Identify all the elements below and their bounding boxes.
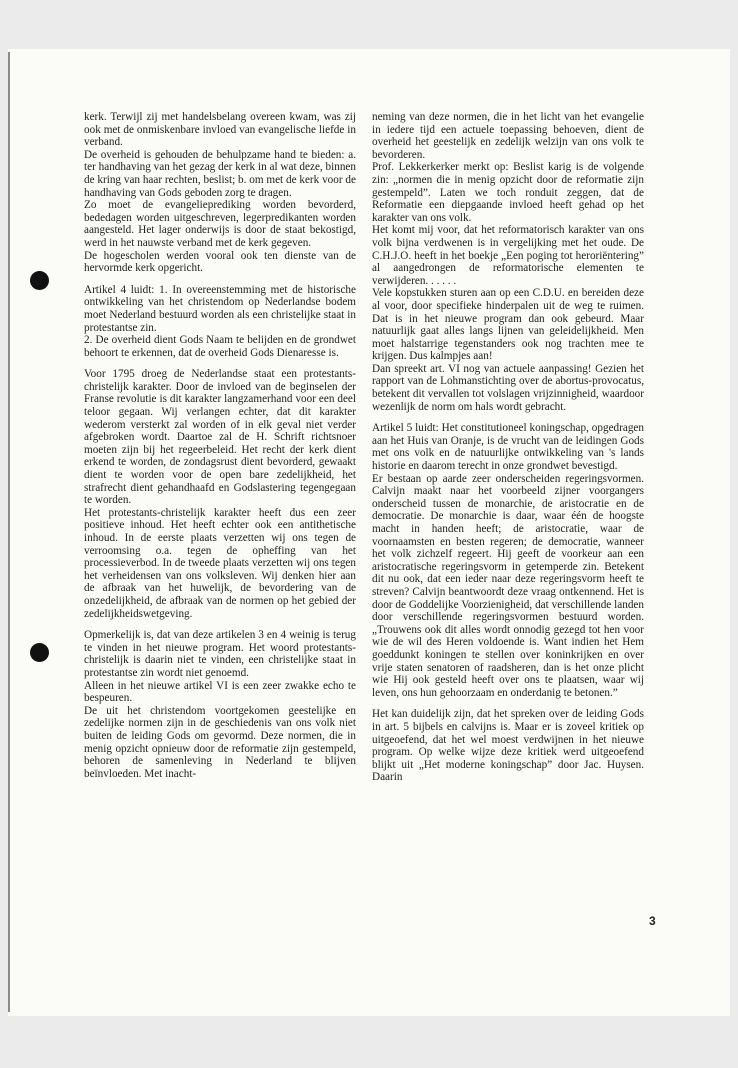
paragraph: 2. De overheid dient Gods Naam te belijden en de grondwet behoort te erkennen, dat de overheid Gods Dienaresse is. (84, 334, 356, 359)
paragraph: De uit het christendom voortgekomen geestelijke en zedelijke normen zijn in de geschiedenis van ons volk niet buiten de leiding Gods om gevormd. Deze normen, die in menig opzicht opnieuw door de reformatie zijn gestempeld, behoren de samenleving in Nederland te blijven beïnvloeden. Met inacht- (84, 704, 356, 780)
punch-hole-lower (30, 643, 49, 662)
paragraph: Er bestaan op aarde zeer onderscheiden regeringsvormen. Calvijn maakt naar het voorbeeld zijner voorgangers onderscheid tussen de monarchie, de aristocratie en de democratie. De monarchie is daar, waar één de hoogste macht in handen heeft; de aristocratie, waar de voornaamsten en besten regeren; de democratie, wanneer het volk zichzelf regeert. Hij geeft de voorkeur aan een aristocratische regeringsvorm in getemperde zin. Betekent dit nu ook, dat een ieder naar deze regeringsvorm heeft te streven? Calvijn beantwoordt deze vraag ontkennend. Het is door de Goddelijke Voorzienigheid, dat verschillende landen door verschillende regeringsvormen bestuurd worden. „Trouwens ook dit alles wordt onnodig gezegd tot hen voor wie de wil des Heren voldoende is. Want indien het Hem goeddunkt koningen te stellen over koninkrijken en over vrije staten senatoren of raadsheren, dan is het onze plicht wie Hij ook gesteld heeft over ons te plaatsen, waar wij leven, ons hun gehoorzaam en onderdanig te betonen.” (372, 472, 644, 699)
paragraph: Zo moet de evangelieprediking worden bevorderd, bededagen worden uitgeschreven, legerpredikanten worden aangesteld. Het lager onderwijs is door de staat bekostigd, werd in het nauwste verband met de kerk gegeven. (84, 199, 356, 249)
paragraph: Het kan duidelijk zijn, dat het spreken over de leiding Gods in art. 5 bijbels en calvijns is. Maar er is zoveel kritiek op uitgeoefend, dat het wel moest verdwijnen in het nieuwe program. Op welke wijze deze kritiek werd uitgeoefend blijkt uit „Het moderne koningschap” door Jac. Huysen. Daarin (372, 708, 644, 784)
paragraph: De hogescholen werden vooral ook ten dienste van de hervormde kerk opgericht. (84, 249, 356, 275)
paragraph: neming van deze normen, die in het licht van het evangelie in iedere tijd een actuele toepassing behoeven, dient de overheid het geestelijk en zedelijk welzijn van ons volk te bevorderen. (372, 111, 644, 161)
paragraph: Opmerkelijk is, dat van deze artikelen 3 en 4 weinig is terug te vinden in het nieuwe program. Het woord protestants-christelijk is daarin niet te vinden, een christelijke staat in protestantse zin wordt niet genoemd. (84, 629, 356, 679)
paragraph: Het protestants-christelijk karakter heeft dus een zeer positieve inhoud. Het heeft echter ook een antithetische inhoud. In de eerste plaats verzetten wij ons tegen de verroomsing o.a. tegen de opheffing van het processieverbod. In de tweede plaats verzetten wij ons tegen het verheidensen van ons volksleven. Wij denken hier aan de afbraak van het huwelijk, de bevordering van de onzedelijkheid, de afbraak van de normen op het gebied der zedelijkheidswetgeving. (84, 506, 356, 620)
right-text-column (372, 111, 644, 784)
paragraph: De overheid is gehouden de behulpzame hand te bieden: a. ter handhaving van het gezag der kerk in al wat deze, binnen de kring van haar rechten, beslist; b. om met de kerk voor de handhaving van Gods geboden zorg te dragen. (84, 148, 356, 199)
paragraph: Het komt mij voor, dat het reformatorisch karakter van ons volk bijna verdwenen is in vergelijking met het oude. De C.H.J.O. heeft in het boekje „Een poging tot heroriëntering” al aangedrongen de reformatorische elementen te verwijderen. . . . . . (372, 224, 644, 287)
left-text-column (84, 111, 356, 780)
page-left-edge-shadow (8, 52, 10, 1012)
paragraph: Prof. Lekkerkerker merkt op: Beslist karig is de volgende zin: „normen die in menig opzicht door de reformatie zijn gestempeld”. Laten we toch ronduit zeggen, dat de Reformatie een diepgaande invloed heeft gehad op het karakter van ons volk. (372, 161, 644, 224)
paragraph: Artikel 4 luidt: 1. In overeenstemming met de historische ontwikkeling van het christendom op Nederlandse bodem moet Nederland bestuurd worden als een christelijke staat in protestantse zin. (84, 283, 356, 334)
paragraph: Vele kopstukken sturen aan op een C.D.U. en bereiden deze al voor, door specifieke hinderpalen uit de weg te ruimen. Dat is in het nieuwe program dan ook gebeurd. Maar natuurlijk gaat alles langs lijnen van geleidelijkheid. Men moet halstarrige tegenstanders ook nog trachten mee te krijgen. Dus kalmpjes aan! (372, 287, 644, 363)
page-number: 3 (649, 914, 656, 928)
paragraph: kerk. Terwijl zij met handelsbelang overeen kwam, was zij ook met de onmiskenbare invloed van evangelische liefde in verband. (84, 111, 356, 149)
punch-hole-upper (30, 271, 49, 290)
paragraph: Voor 1795 droeg de Nederlandse staat een protestants-christelijk karakter. Door de invloed van de beginselen der Franse revolutie is dit karakter langzamerhand voor een deel teloor gegaan. Wij verlangen echter, dat dit karakter wederom versterkt zal worden of in elk geval niet verder afgebroken wordt. Daartoe zal de H. Schrift richtsnoer moeten zijn bij het regeerbeleid. Het recht der kerk dient erkend te worden, de zondagsrust dient bevorderd, gewaakt dient te worden voor de open bare zedelijkheid, het strafrecht dient gehandhaafd en Godslastering tegengegaan te worden. (84, 368, 356, 507)
paragraph: Artikel 5 luidt: Het constitutioneel koningschap, opgedragen aan het Huis van Oranje, is de vrucht van de leidingen Gods met ons volk en de natuurlijke ontwikkeling van 's lands historie en daarom terecht in onze grondwet bevestigd. (372, 422, 644, 473)
paragraph: Dan spreekt art. VI nog van actuele aanpassing! Gezien het rapport van de Lohmanstichting over de abortus-provocatus, betekent dit vervallen tot volslagen vrijzinnigheid, waardoor wezenlijk de norm om hals wordt gebracht. (372, 362, 644, 413)
paragraph: Alleen in het nieuwe artikel VI is een zeer zwakke echo te bespeuren. (84, 679, 356, 705)
